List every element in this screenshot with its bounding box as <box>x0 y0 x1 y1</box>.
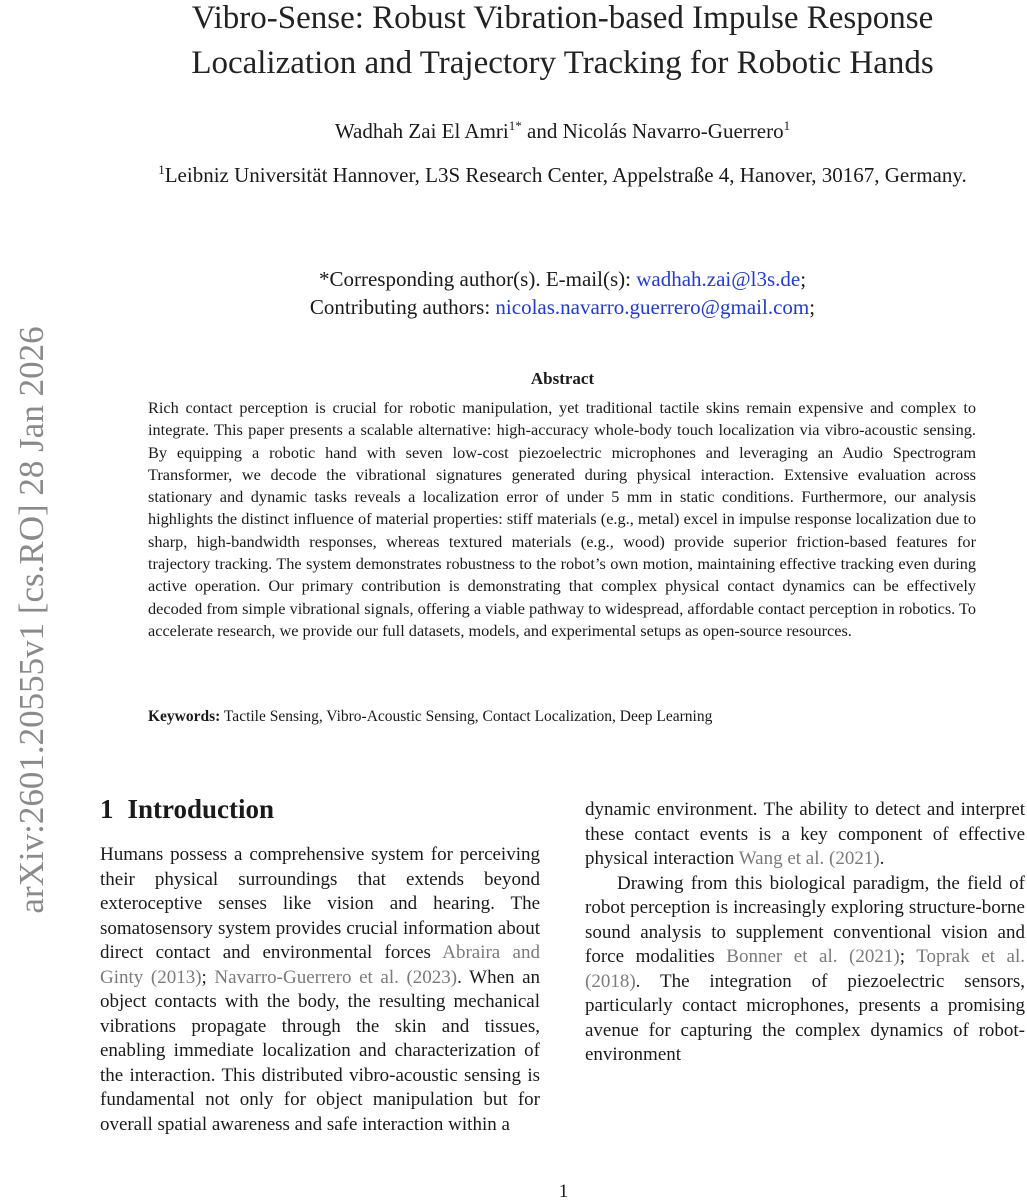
intro-text: Humans possess a comprehensive system for perceiving their physical surroundings that extends beyond exteroceptive senses like vision and hearing. The somatosensory system provides crucial information about direct contact and environmental forces <box>100 844 540 963</box>
section-title: Introduction <box>127 794 275 824</box>
corresponding-author-line <box>120 265 1005 293</box>
page-number: 1 <box>558 1181 569 1202</box>
author-2: Nicolás Navarro-Guerrero <box>562 119 784 143</box>
citation-bonner[interactable]: Bonner et al. (2021) <box>726 946 900 967</box>
intro-text: ; <box>899 946 917 967</box>
arxiv-identifier-text: arXiv:2601.20555v1 [cs.RO] 28 Jan 2026 <box>12 326 51 914</box>
author-1: Wadhah Zai El Amri <box>334 119 509 143</box>
intro-text: ; <box>201 966 215 988</box>
arxiv-identifier <box>12 255 52 985</box>
title-line-2: Localization and Trajectory Tracking for Robotic Hands <box>191 45 934 81</box>
keywords-text: Tactile Sensing, Vibro-Acoustic Sensing, Contact Localization, Deep Learning <box>220 708 713 725</box>
contributing-email-link[interactable]: nicolas.navarro.guerrero@gmail.com <box>495 295 810 319</box>
keywords <box>148 707 976 727</box>
citation-wang[interactable]: Wang et al. (2021) <box>738 848 880 869</box>
section-heading <box>100 792 274 826</box>
intro-column-right <box>585 798 1025 1068</box>
corresponding-email-link[interactable]: wadhah.zai@l3s.de <box>636 267 801 291</box>
author-2-affil-mark: 1 <box>783 118 791 133</box>
section-number: 1 <box>100 794 114 824</box>
affiliation <box>140 161 985 189</box>
author-1-affil-mark: 1* <box>508 118 522 133</box>
intro-paragraph-2 <box>585 872 1025 1068</box>
abstract-heading: Abstract <box>530 369 595 388</box>
intro-paragraph-1-start <box>100 843 540 1137</box>
author-list <box>120 117 1005 145</box>
contact-info <box>120 265 1005 321</box>
corresponding-separator: ; <box>800 267 807 291</box>
keywords-label: Keywords: <box>148 708 221 725</box>
intro-text: . When an object contacts with the body, the resulting mechanical vibrations propagate through the skin and tissues, enabling immediate localization and characterization of the interaction. This distributed vibro-acoustic sensing is fundamental not only for object manipulation but for overall spatial awareness and safe interaction within a <box>100 966 541 1135</box>
intro-text: . The integration of piezoelectric sensors, particularly contact microphones, presents a promising avenue for capturing the complex dynamics of robot-environment <box>585 970 1025 1065</box>
affiliation-text: Leibniz Universität Hannover, L3S Research Center, Appelstraße 4, Hanover, 30167, Germany. <box>164 163 967 187</box>
citation-toprak[interactable]: Toprak et al. (2018) <box>585 946 1025 992</box>
intro-text: Drawing from this biological paradigm, the field of robot perception is increasingly exploring structure-borne sound analysis to supplement conventional vision and force modalities <box>585 872 1025 967</box>
abstract-body: Rich contact perception is crucial for robotic manipulation, yet traditional tactile skins remain expensive and complex to integrate. This paper presents a scalable alternative: high-accuracy whole-body touch localization via vibro-acoustic sensing. By equipping a robotic hand with seven low-cost piezoelectric microphones and leveraging an Audio Spectrogram Transformer, we decode the vibrational signatures generated during physical interaction. Extensive evaluation across stationary and dynamic tasks reveals a localization error of under 5 mm in static conditions. Furthermore, our analysis highlights the distinct influence of material properties: stiff materials (e.g., metal) excel in impulse response localization due to sharp, high-bandwidth responses, whereas textured materials (e.g., wood) provide superior friction-based features for trajectory tracking. The system demonstrates robustness to the robot’s own motion, maintaining effective tracking even during active operation. Our primary contribution is demonstrating that complex physical contact dynamics can be effectively decoded from simple vibrational signals, offering a viable pathway to widespread, affordable contact perception in robotics. To accelerate research, we provide our full datasets, models, and experimental setups as open-source resources. <box>148 398 976 640</box>
intro-text: dynamic environment. The ability to detect and interpret these contact events is a key component of effective physical interaction <box>585 799 1025 869</box>
citation-abraira[interactable]: Abraira and Ginty (2013) <box>100 942 540 988</box>
contributing-authors-line <box>120 293 1005 321</box>
citation-navarro-guerrero[interactable]: Navarro-Guerrero et al. (2023) <box>214 966 458 988</box>
intro-text: . <box>879 848 885 869</box>
corresponding-label: *Corresponding author(s). E-mail(s): <box>318 267 637 291</box>
affiliation-mark: 1 <box>158 162 165 177</box>
author-conjunction: and <box>521 119 563 143</box>
intro-paragraph-1-end <box>585 798 1025 872</box>
contributing-separator: ; <box>809 295 816 319</box>
intro-column-left <box>100 843 540 1137</box>
title-line-1: Vibro-Sense: Robust Vibration-based Impulse Response <box>191 0 934 36</box>
contributing-label: Contributing authors: <box>309 295 496 319</box>
paper-title <box>120 0 1005 86</box>
